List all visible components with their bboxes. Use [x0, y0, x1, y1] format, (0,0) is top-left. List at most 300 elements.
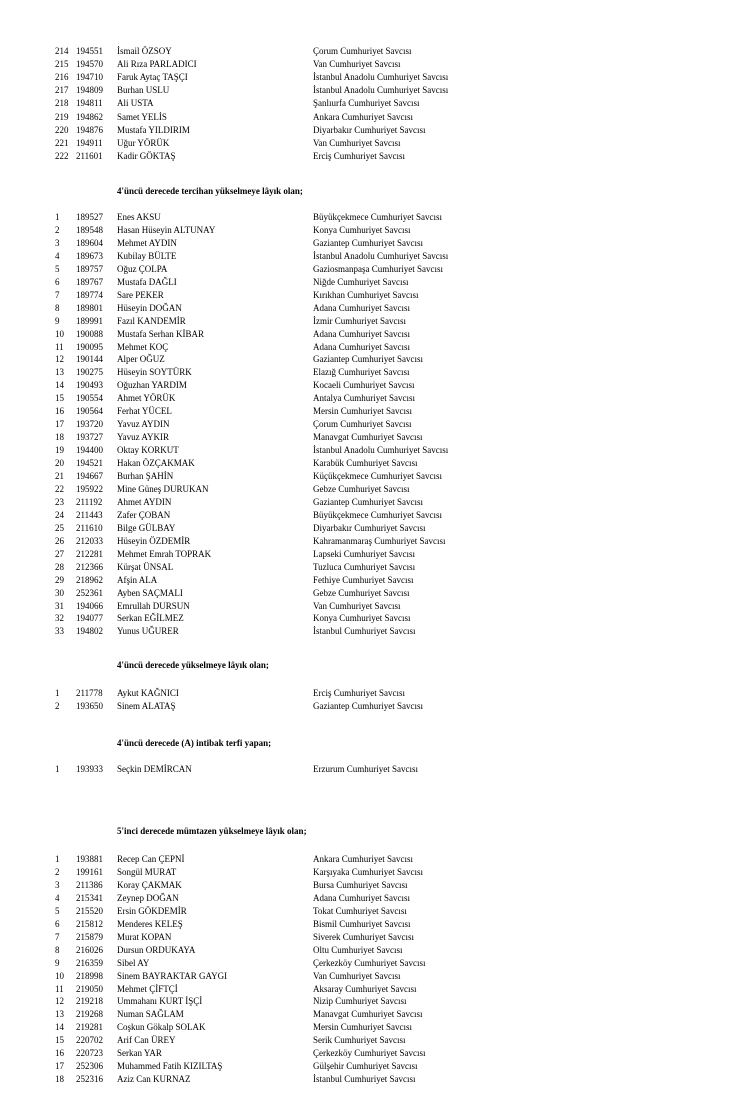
row-number: 216: [55, 72, 69, 83]
title-cell: Konya Cumhuriyet Savcısı: [313, 613, 411, 624]
row-number: 5: [55, 905, 60, 916]
row-number: 27: [55, 548, 64, 559]
person-name: Yavuz AYKIR: [117, 432, 170, 443]
row-number: 4: [55, 892, 60, 903]
registry-number: 194811: [76, 98, 103, 109]
row-number: 3: [55, 879, 60, 890]
registry-number: 218962: [76, 574, 103, 585]
person-name: Ahmet YÖRÜK: [117, 393, 176, 404]
list-row: [0, 392, 730, 405]
registry-number: 219268: [76, 1009, 103, 1020]
row-number: 26: [55, 535, 64, 546]
row-number: 1: [55, 688, 60, 698]
list-row: [0, 1060, 730, 1073]
person-name: Mustafa YILDIRIM: [117, 124, 190, 135]
list-row: [0, 211, 730, 224]
person-name: Songül MURAT: [117, 866, 177, 877]
person-name: Recep Can ÇEPNİ: [117, 854, 185, 864]
title-cell: Gülşehir Cumhuriyet Savcısı: [313, 1061, 418, 1072]
person-name: Ferhat YÜCEL: [117, 406, 172, 417]
person-name: Sinem ALATAŞ: [117, 701, 176, 711]
title-cell: Van Cumhuriyet Savcısı: [313, 137, 401, 148]
registry-number: 218998: [76, 970, 103, 981]
registry-number: 216026: [76, 944, 103, 955]
person-name: Ummahanı KURT İŞÇİ: [117, 996, 203, 1007]
row-number: 4: [55, 250, 60, 261]
person-name: Sibel AY: [117, 957, 150, 968]
row-number: 12: [55, 354, 64, 365]
registry-number: 212033: [76, 535, 103, 546]
registry-number: 190493: [76, 380, 103, 391]
title-cell: Mersin Cumhuriyet Savcısı: [313, 406, 412, 417]
title-cell: Fethiye Cumhuriyet Savcısı: [313, 574, 414, 585]
registry-number: 194862: [76, 111, 103, 122]
registry-number: 215812: [76, 918, 103, 929]
list-row: [0, 353, 730, 366]
row-number: 7: [55, 931, 60, 942]
person-name: Zeynep DOĞAN: [117, 892, 179, 903]
person-name: İsmail ÖZSOY: [117, 46, 172, 56]
list-row: [0, 892, 730, 905]
title-cell: Gaziantep Cumhuriyet Savcısı: [313, 237, 423, 248]
title-cell: Çorum Cumhuriyet Savcısı: [313, 419, 412, 430]
row-number: 13: [55, 367, 64, 378]
title-cell: Gaziosmanpaşa Cumhuriyet Savcısı: [313, 263, 443, 274]
list-row: [0, 111, 730, 124]
section-heading: 4'üncü derecede yükselmeye lâyık olan;: [117, 660, 269, 670]
row-number: 2: [55, 224, 60, 235]
row-number: 10: [55, 328, 64, 339]
person-name: Hüseyin SOYTÜRK: [117, 367, 192, 378]
registry-number: 252316: [76, 1074, 103, 1085]
title-cell: Siverek Cumhuriyet Savcısı: [313, 931, 414, 942]
row-number: 17: [55, 419, 64, 430]
person-name: Ali USTA: [117, 98, 154, 109]
row-number: 218: [55, 98, 69, 109]
person-name: Koray ÇAKMAK: [117, 879, 182, 890]
list-row: [0, 418, 730, 431]
section-heading: 4'üncü derecede tercihan yükselmeye lâyık olan;: [117, 186, 303, 196]
registry-number: 219050: [76, 983, 103, 994]
list-row: [0, 970, 730, 983]
title-cell: Van Cumhuriyet Savcısı: [313, 600, 401, 611]
registry-number: 189774: [76, 289, 103, 300]
list-row: [0, 45, 730, 58]
list-row: [0, 687, 730, 700]
row-number: 2: [55, 866, 60, 877]
row-number: 8: [55, 302, 60, 313]
registry-number: 190554: [76, 393, 103, 404]
title-cell: Gaziantep Cumhuriyet Savcısı: [313, 496, 423, 507]
title-cell: İzmir Cumhuriyet Savcısı: [313, 315, 406, 326]
list-row: [0, 431, 730, 444]
person-name: Sinem BAYRAKTAR GAYGI: [117, 970, 228, 981]
row-number: 18: [55, 432, 64, 443]
person-name: Enes AKSU: [117, 212, 161, 222]
list-row: [0, 250, 730, 263]
list-row: [0, 366, 730, 379]
title-cell: Nizip Cumhuriyet Savcısı: [313, 996, 407, 1007]
person-name: Ayben SAÇMALI: [117, 587, 183, 598]
registry-number: 194400: [76, 445, 103, 456]
list-row: [0, 763, 730, 776]
row-number: 5: [55, 263, 60, 274]
row-number: 33: [55, 626, 64, 637]
person-name: Ahmet AYDIN: [117, 496, 172, 507]
registry-number: 193881: [76, 854, 103, 864]
person-name: Kubilay BÜLTE: [117, 250, 177, 261]
registry-number: 194077: [76, 613, 103, 624]
row-number: 31: [55, 600, 64, 611]
registry-number: 215879: [76, 931, 103, 942]
title-cell: Çerkezköy Cumhuriyet Savcısı: [313, 957, 426, 968]
title-cell: Gebze Cumhuriyet Savcısı: [313, 587, 410, 598]
registry-number: 194876: [76, 124, 103, 135]
row-number: 217: [55, 85, 69, 96]
person-name: Hakan ÖZÇAKMAK: [117, 458, 195, 469]
registry-number: 194551: [76, 46, 103, 56]
row-number: 220: [55, 124, 69, 135]
registry-number: 194911: [76, 137, 103, 148]
registry-number: 220723: [76, 1048, 103, 1059]
row-number: 9: [55, 957, 60, 968]
list-row: [0, 124, 730, 137]
registry-number: 211601: [76, 150, 103, 161]
row-number: 25: [55, 522, 64, 533]
title-cell: İstanbul Anadolu Cumhuriyet Savcısı: [313, 85, 449, 96]
row-number: 6: [55, 276, 60, 287]
list-row: [0, 1008, 730, 1021]
title-cell: Çorum Cumhuriyet Savcısı: [313, 46, 412, 56]
title-cell: Küçükçekmece Cumhuriyet Savcısı: [313, 471, 442, 481]
title-cell: Konya Cumhuriyet Savcısı: [313, 224, 411, 235]
person-name: Faruk Aytaç TAŞÇI: [117, 72, 188, 83]
title-cell: Serik Cumhuriyet Savcısı: [313, 1035, 406, 1046]
person-name: Kürşat ÜNSAL: [117, 561, 174, 572]
person-name: Burhan USLU: [117, 85, 170, 96]
person-name: Mehmet AYDIN: [117, 237, 177, 248]
registry-number: 194667: [76, 471, 103, 481]
row-number: 11: [55, 341, 64, 352]
row-number: 214: [55, 46, 69, 56]
row-number: 14: [55, 1022, 64, 1033]
person-name: Mine Güneş DURUKAN: [117, 483, 209, 494]
title-cell: Adana Cumhuriyet Savcısı: [313, 328, 410, 339]
title-cell: Tokat Cumhuriyet Savcısı: [313, 905, 407, 916]
row-number: 221: [55, 137, 69, 148]
row-number: 7: [55, 289, 60, 300]
title-cell: Mersin Cumhuriyet Savcısı: [313, 1022, 412, 1033]
list-row: [0, 315, 730, 328]
registry-number: 215520: [76, 905, 103, 916]
list-row: [0, 341, 730, 354]
list-row: [0, 379, 730, 392]
row-number: 12: [55, 996, 64, 1007]
list-row: [0, 587, 730, 600]
row-number: 13: [55, 1009, 64, 1020]
list-row: [0, 224, 730, 237]
person-name: Murat KOPAN: [117, 931, 172, 942]
row-number: 1: [55, 854, 60, 864]
list-row: [0, 944, 730, 957]
title-cell: Adana Cumhuriyet Savcısı: [313, 892, 410, 903]
row-number: 9: [55, 315, 60, 326]
title-cell: Van Cumhuriyet Savcısı: [313, 970, 401, 981]
person-name: Mehmet KOÇ: [117, 341, 169, 352]
person-name: Muhammed Fatih KIZILTAŞ: [117, 1061, 223, 1072]
list-row: [0, 1034, 730, 1047]
list-row: [0, 1073, 730, 1086]
list-row: [0, 71, 730, 84]
person-name: Coşkun Gökalp SOLAK: [117, 1022, 206, 1033]
title-cell: İstanbul Anadolu Cumhuriyet Savcısı: [313, 250, 449, 261]
person-name: Alper OĞUZ: [117, 354, 165, 365]
row-number: 29: [55, 574, 64, 585]
title-cell: Erciş Cumhuriyet Savcısı: [313, 688, 405, 698]
row-number: 215: [55, 59, 69, 70]
list-row: [0, 574, 730, 587]
person-name: Hüseyin ÖZDEMİR: [117, 535, 191, 546]
title-cell: Adana Cumhuriyet Savcısı: [313, 341, 410, 352]
registry-number: 193933: [76, 764, 103, 774]
title-cell: Manavgat Cumhuriyet Savcısı: [313, 432, 423, 443]
list-row: [0, 1021, 730, 1034]
person-name: Afşin ALA: [117, 574, 158, 585]
registry-number: 212281: [76, 548, 103, 559]
list-row: [0, 496, 730, 509]
registry-number: 194710: [76, 72, 103, 83]
list-row: [0, 483, 730, 496]
person-name: Burhan ŞAHİN: [117, 471, 174, 481]
title-cell: Antalya Cumhuriyet Savcısı: [313, 393, 415, 404]
title-cell: Tuzluca Cumhuriyet Savcısı: [313, 561, 416, 572]
person-name: Ali Rıza PARLADICI: [117, 59, 197, 70]
list-row: [0, 302, 730, 315]
registry-number: 189604: [76, 237, 103, 248]
registry-number: 199161: [76, 866, 103, 877]
registry-number: 195922: [76, 483, 103, 494]
person-name: Ersin GÖKDEMİR: [117, 905, 187, 916]
person-name: Oğuzhan YARDIM: [117, 380, 187, 391]
registry-number: 219281: [76, 1022, 103, 1033]
list-row: [0, 276, 730, 289]
list-row: [0, 957, 730, 970]
registry-number: 190095: [76, 341, 103, 352]
title-cell: Çerkezköy Cumhuriyet Savcısı: [313, 1048, 426, 1059]
registry-number: 189767: [76, 276, 103, 287]
list-row: [0, 853, 730, 866]
title-cell: Karşıyaka Cumhuriyet Savcısı: [313, 866, 423, 877]
row-number: 28: [55, 561, 64, 572]
title-cell: Kahramanmaraş Cumhuriyet Savcısı: [313, 535, 446, 546]
registry-number: 211386: [76, 879, 103, 890]
row-number: 222: [55, 150, 69, 161]
person-name: Mustafa Serhan KİBAR: [117, 328, 204, 339]
person-name: Seçkin DEMİRCAN: [117, 764, 192, 774]
registry-number: 194570: [76, 59, 103, 70]
title-cell: Bursa Cumhuriyet Savcısı: [313, 879, 408, 890]
list-row: [0, 263, 730, 276]
registry-number: 211192: [76, 496, 103, 507]
person-name: Zafer ÇOBAN: [117, 509, 171, 520]
list-row: [0, 405, 730, 418]
title-cell: İstanbul Cumhuriyet Savcısı: [313, 1074, 416, 1085]
title-cell: Büyükçekmece Cumhuriyet Savcısı: [313, 212, 442, 222]
row-number: 32: [55, 613, 64, 624]
row-number: 8: [55, 944, 60, 955]
registry-number: 189527: [76, 212, 103, 222]
list-row: [0, 866, 730, 879]
title-cell: Oltu Cumhuriyet Savcısı: [313, 944, 403, 955]
title-cell: İstanbul Anadolu Cumhuriyet Savcısı: [313, 445, 449, 456]
section-heading: 4'üncü derecede (A) intibak terfi yapan;: [117, 738, 272, 748]
registry-number: 211778: [76, 688, 103, 698]
registry-number: 212366: [76, 561, 103, 572]
row-number: 16: [55, 1048, 64, 1059]
title-cell: Büyükçekmece Cumhuriyet Savcısı: [313, 509, 442, 520]
registry-number: 211610: [76, 522, 103, 533]
list-row: [0, 879, 730, 892]
row-number: 18: [55, 1074, 64, 1085]
list-row: [0, 289, 730, 302]
title-cell: Diyarbakır Cumhuriyet Savcısı: [313, 124, 426, 135]
title-cell: Şanlıurfa Cumhuriyet Savcısı: [313, 98, 420, 109]
row-number: 14: [55, 380, 64, 391]
list-row: [0, 97, 730, 110]
registry-number: 189673: [76, 250, 103, 261]
title-cell: Bismil Cumhuriyet Savcısı: [313, 918, 411, 929]
registry-number: 219218: [76, 996, 103, 1007]
person-name: Arif Can ÜREY: [117, 1035, 176, 1046]
registry-number: 190144: [76, 354, 103, 365]
row-number: 1: [55, 212, 60, 222]
person-name: Sare PEKER: [117, 289, 164, 300]
row-number: 6: [55, 918, 60, 929]
person-name: Emrullah DURSUN: [117, 600, 190, 611]
list-row: [0, 995, 730, 1008]
list-row: [0, 137, 730, 150]
person-name: Menderes KELEŞ: [117, 918, 183, 929]
registry-number: 190088: [76, 328, 103, 339]
list-row: [0, 600, 730, 613]
row-number: 3: [55, 237, 60, 248]
list-row: [0, 237, 730, 250]
list-row: [0, 1047, 730, 1060]
person-name: Dursun ORDUKAYA: [117, 944, 196, 955]
person-name: Mustafa DAĞLI: [117, 276, 177, 287]
list-row: [0, 444, 730, 457]
row-number: 11: [55, 983, 64, 994]
person-name: Hüseyin DOĞAN: [117, 302, 182, 313]
person-name: Bilge GÜLBAY: [117, 522, 176, 533]
person-name: Oğuz ÇOLPA: [117, 263, 168, 274]
person-name: Yavuz AYDIN: [117, 419, 170, 430]
title-cell: İstanbul Anadolu Cumhuriyet Savcısı: [313, 72, 449, 83]
registry-number: 215341: [76, 892, 103, 903]
list-row: [0, 918, 730, 931]
registry-number: 190564: [76, 406, 103, 417]
registry-number: 193650: [76, 701, 103, 711]
title-cell: Kocaeli Cumhuriyet Savcısı: [313, 380, 415, 391]
registry-number: 194809: [76, 85, 103, 96]
title-cell: Diyarbakır Cumhuriyet Savcısı: [313, 522, 426, 533]
title-cell: Kırıkhan Cumhuriyet Savcısı: [313, 289, 419, 300]
list-row: [0, 905, 730, 918]
title-cell: Karabük Cumhuriyet Savcısı: [313, 458, 418, 469]
registry-number: 190275: [76, 367, 103, 378]
list-row: [0, 84, 730, 97]
list-row: [0, 58, 730, 71]
list-row: [0, 561, 730, 574]
registry-number: 220702: [76, 1035, 103, 1046]
row-number: 21: [55, 471, 64, 481]
list-row: [0, 150, 730, 163]
title-cell: Lapseki Cumhuriyet Savcısı: [313, 548, 415, 559]
list-row: [0, 983, 730, 996]
registry-number: 189757: [76, 263, 103, 274]
row-number: 19: [55, 445, 64, 456]
row-number: 10: [55, 970, 64, 981]
person-name: Numan SAĞLAM: [117, 1009, 184, 1020]
person-name: Uğur YÖRÜK: [117, 137, 170, 148]
person-name: Mehmet Emrah TOPRAK: [117, 548, 212, 559]
person-name: Mehmet ÇİFTÇİ: [117, 983, 178, 994]
row-number: 23: [55, 496, 64, 507]
row-number: 24: [55, 509, 64, 520]
registry-number: 189548: [76, 224, 103, 235]
row-number: 20: [55, 458, 64, 469]
title-cell: Manavgat Cumhuriyet Savcısı: [313, 1009, 423, 1020]
registry-number: 211443: [76, 509, 103, 520]
section-heading: 5'inci derecede mümtazen yükselmeye lâyık olan;: [117, 826, 307, 836]
title-cell: Gaziantep Cumhuriyet Savcısı: [313, 701, 423, 711]
person-name: Oktay KORKUT: [117, 445, 179, 456]
list-row: [0, 509, 730, 522]
registry-number: 216359: [76, 957, 103, 968]
list-row: [0, 328, 730, 341]
person-name: Serkan YAR: [117, 1048, 162, 1059]
title-cell: Elazığ Cumhuriyet Savcısı: [313, 367, 410, 378]
row-number: 2: [55, 701, 60, 711]
title-cell: Erzurum Cumhuriyet Savcısı: [313, 764, 418, 774]
row-number: 17: [55, 1061, 64, 1072]
registry-number: 194066: [76, 600, 103, 611]
row-number: 219: [55, 111, 69, 122]
title-cell: Ankara Cumhuriyet Savcısı: [313, 854, 413, 864]
registry-number: 194802: [76, 626, 103, 637]
registry-number: 252306: [76, 1061, 103, 1072]
person-name: Aykut KAĞNICI: [117, 688, 179, 698]
registry-number: 193720: [76, 419, 103, 430]
person-name: Serkan EĞİLMEZ: [117, 613, 184, 624]
list-row: [0, 470, 730, 483]
row-number: 30: [55, 587, 64, 598]
title-cell: Erciş Cumhuriyet Savcısı: [313, 150, 405, 161]
person-name: Samet YELİS: [117, 111, 167, 122]
list-row: [0, 700, 730, 713]
title-cell: İstanbul Cumhuriyet Savcısı: [313, 626, 416, 637]
list-row: [0, 548, 730, 561]
person-name: Kadir GÖKTAŞ: [117, 150, 176, 161]
title-cell: Gaziantep Cumhuriyet Savcısı: [313, 354, 423, 365]
list-row: [0, 625, 730, 638]
registry-number: 189801: [76, 302, 103, 313]
row-number: 22: [55, 483, 64, 494]
registry-number: 193727: [76, 432, 103, 443]
title-cell: Ankara Cumhuriyet Savcısı: [313, 111, 413, 122]
registry-number: 252361: [76, 587, 103, 598]
title-cell: Gebze Cumhuriyet Savcısı: [313, 483, 410, 494]
